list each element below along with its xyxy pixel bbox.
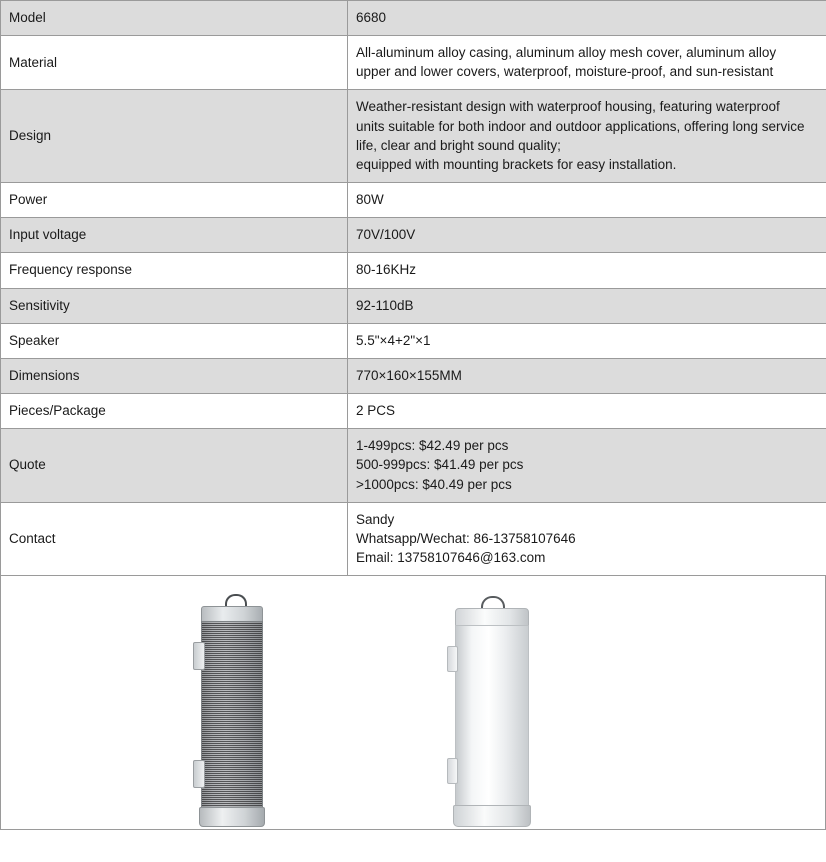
spec-value-line: 5.5"×4+2"×1	[356, 332, 431, 348]
mounting-bracket-bottom	[193, 760, 205, 788]
spec-value-line: life, clear and bright sound quality;	[356, 137, 561, 153]
spec-value	[348, 288, 826, 323]
product-image-panel	[0, 576, 826, 830]
spec-value-line: upper and lower covers, waterproof, moisture-proof, and sun-resistant	[356, 64, 774, 80]
spec-value	[348, 183, 826, 218]
spec-value-line: 80-16KHz	[356, 262, 417, 278]
table-row	[1, 323, 826, 358]
spec-label: Dimensions	[1, 358, 348, 393]
spec-label: Model	[1, 1, 348, 36]
spec-label: Input voltage	[1, 218, 348, 253]
spec-value-line: 80W	[356, 192, 384, 208]
spec-value-line: Weather-resistant design with waterproof housing, featuring waterproof	[356, 99, 780, 115]
spec-label: Pieces/Package	[1, 394, 348, 429]
spec-value	[348, 323, 826, 358]
mounting-bracket-top	[447, 646, 458, 672]
spec-value-line: units suitable for both indoor and outdoor applications, offering long service	[356, 118, 805, 134]
spec-value-line: >1000pcs: $40.49 per pcs	[356, 476, 512, 492]
spec-value-line: 770×160×155MM	[356, 367, 462, 383]
table-row	[1, 218, 826, 253]
table-row	[1, 394, 826, 429]
product-image-right	[431, 594, 551, 824]
table-row	[1, 502, 826, 575]
spec-value-line: 500-999pcs: $41.49 per pcs	[356, 457, 524, 473]
spec-value-line: 1-499pcs: $42.49 per pcs	[356, 438, 509, 454]
spec-label: Quote	[1, 429, 348, 502]
spec-value-line: 92-110dB	[356, 297, 414, 313]
spec-value	[348, 394, 826, 429]
speaker-mesh-body	[201, 621, 263, 811]
spec-value	[348, 253, 826, 288]
spec-value-line: equipped with mounting brackets for easy installation.	[356, 156, 677, 172]
speaker-white-body	[455, 625, 529, 809]
spec-value	[348, 218, 826, 253]
spec-value-line: Sandy	[356, 511, 395, 527]
mounting-bracket-top	[193, 642, 205, 670]
table-row	[1, 90, 826, 183]
table-row	[1, 358, 826, 393]
table-row	[1, 36, 826, 90]
spec-label: Speaker	[1, 323, 348, 358]
spec-label: Frequency response	[1, 253, 348, 288]
spec-value-line: 2 PCS	[356, 403, 396, 419]
table-row	[1, 253, 826, 288]
spec-label: Material	[1, 36, 348, 90]
speaker-bottom-cap	[199, 807, 265, 827]
table-row	[1, 1, 826, 36]
table-row	[1, 288, 826, 323]
mounting-bracket-bottom	[447, 758, 458, 784]
spec-value-line: Email: 13758107646@163.com	[356, 549, 546, 565]
spec-label: Contact	[1, 502, 348, 575]
spec-value	[348, 358, 826, 393]
spec-value-line: 70V/100V	[356, 227, 416, 243]
spec-value	[348, 429, 826, 502]
speaker-bottom-cap	[453, 805, 531, 827]
spec-label: Sensitivity	[1, 288, 348, 323]
table-row	[1, 429, 826, 502]
product-image-left	[171, 594, 291, 824]
table-row	[1, 183, 826, 218]
spec-label: Power	[1, 183, 348, 218]
spec-value-line: 6680	[356, 10, 387, 25]
spec-value-line: All-aluminum alloy casing, aluminum alloy mesh cover, aluminum alloy	[356, 45, 777, 61]
spec-value	[348, 90, 826, 183]
spec-value	[348, 1, 826, 36]
spec-value	[348, 502, 826, 575]
spec-value	[348, 36, 826, 90]
spec-value-line: Whatsapp/Wechat: 86-13758107646	[356, 530, 576, 546]
spec-label: Design	[1, 90, 348, 183]
